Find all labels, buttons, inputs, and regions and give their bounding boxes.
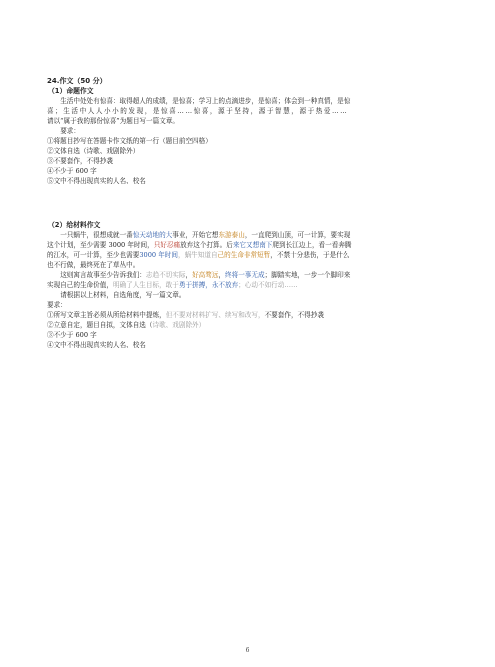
material-text: ，: [185, 271, 193, 279]
requirement-text: ）: [198, 321, 206, 329]
material-text: 事业，开始它想: [172, 231, 219, 239]
part2-requirement: [47, 310, 447, 320]
material-text: ；心动不如行动……: [238, 281, 298, 289]
material-highlight: 来它又想南下: [232, 241, 273, 249]
material-text: 脚踏实地，一步一个脚印来: [271, 271, 351, 279]
material-text: 的江水，可一计算，至少也需要: [47, 251, 140, 259]
requirement-text: 不要套作，不得抄袭: [264, 311, 324, 319]
material-text: ，不禁十分悲伤，于是什么: [270, 251, 350, 259]
part2-requirement: [47, 320, 447, 330]
requirement-text: 但不要对材料扩写、续写和改写，: [165, 311, 265, 319]
material-line4: 也不行做，最终死在了草丛中。: [47, 261, 140, 269]
part1-requirement: ③不要套作，不得抄袭: [47, 157, 113, 165]
material-line3: [47, 250, 447, 260]
material-line2: [47, 240, 447, 250]
material-highlight: 终将一事无成: [225, 271, 265, 279]
material-text: 这则寓言故事至少告诉我们：: [60, 271, 146, 279]
question-title: 24.作文（50 分）: [47, 77, 107, 85]
material-text: ；: [264, 271, 272, 279]
exam-page: [47, 76, 447, 350]
part2-heading: （2）给材料作文: [48, 221, 101, 229]
material-line1: [47, 230, 447, 240]
material-text: ，: [218, 271, 226, 279]
part1-heading: （1）命题作文: [48, 87, 94, 95]
material-highlight: 志趋不切实际: [145, 271, 186, 279]
requirement-text: 诗歌、戏剧除外: [152, 321, 199, 329]
material-highlight: 己的生命非常短暂: [217, 251, 271, 259]
material-text: 明确了人生目标，敢于: [112, 281, 179, 289]
material-text: 爬到长江边上，看一看奔腾: [272, 241, 352, 249]
material-highlight: 好高骛远: [192, 271, 219, 279]
page-number: 6: [245, 647, 250, 654]
material-text: 这个计划，至少需要 3000 年时间，: [47, 241, 154, 249]
material-text: ，一直爬到山顶，可一计算，要实现: [244, 231, 351, 239]
part1-requirement: ①将题目抄写在答题卡作文纸的第一行（题目前空四格）: [47, 137, 212, 145]
material-text: 实现自己的生命价值，: [47, 281, 113, 289]
material-text: ，蜗牛知道自: [177, 251, 218, 259]
part2-requirement: ③不少于 600 字: [47, 331, 97, 339]
part1-requirement: ④不少于 600 字: [47, 167, 97, 175]
material-line6: [47, 280, 447, 290]
part2-requirements-label: 要求：: [47, 301, 67, 309]
part1-requirement: ⑤文中不得出现真实的人名、校名: [47, 177, 146, 185]
material-highlight: 只好忍痛: [153, 241, 181, 249]
material-text: 放弃这个打算。后: [180, 241, 233, 249]
part1-requirements-label: 要求：: [60, 127, 80, 135]
material-highlight: 勇于拼搏，永不放弃: [178, 281, 239, 289]
material-text: 一只蜗牛，很想成就一番: [60, 231, 133, 239]
part1-requirement: ②文体自选（诗歌、戏剧除外）: [47, 147, 140, 155]
material-highlight: 3000 年时间: [139, 251, 178, 259]
material-instruction: 请根据以上材料，自选角度，写一篇文章。: [60, 291, 186, 299]
part1-intro-line2: 喜；生活中人人小小的发现，是惊喜……惊喜，源于坚持，源于智慧，源于热爱……: [47, 107, 349, 115]
material-highlight: 东游泰山: [218, 231, 245, 239]
material-line5: [47, 270, 447, 280]
material-highlight: 惊天动地的大: [132, 231, 173, 239]
requirement-text: ①所写文章主旨必须从所给材料中提炼，: [47, 311, 166, 319]
part1-intro-line1: 生活中处处有惊喜：取得超人的成绩，是惊喜；学习上的点滴进步，是惊喜；体会到一种真情，是惊: [60, 97, 351, 105]
part1-intro-line3: 请以“属于我的那份惊喜”为题目写一篇文章。: [47, 117, 180, 125]
part2-requirement: ④文中不得出现真实的人名、校名: [47, 341, 146, 349]
requirement-text: ②立意自定，题目自拟，文体自选（: [47, 321, 153, 329]
